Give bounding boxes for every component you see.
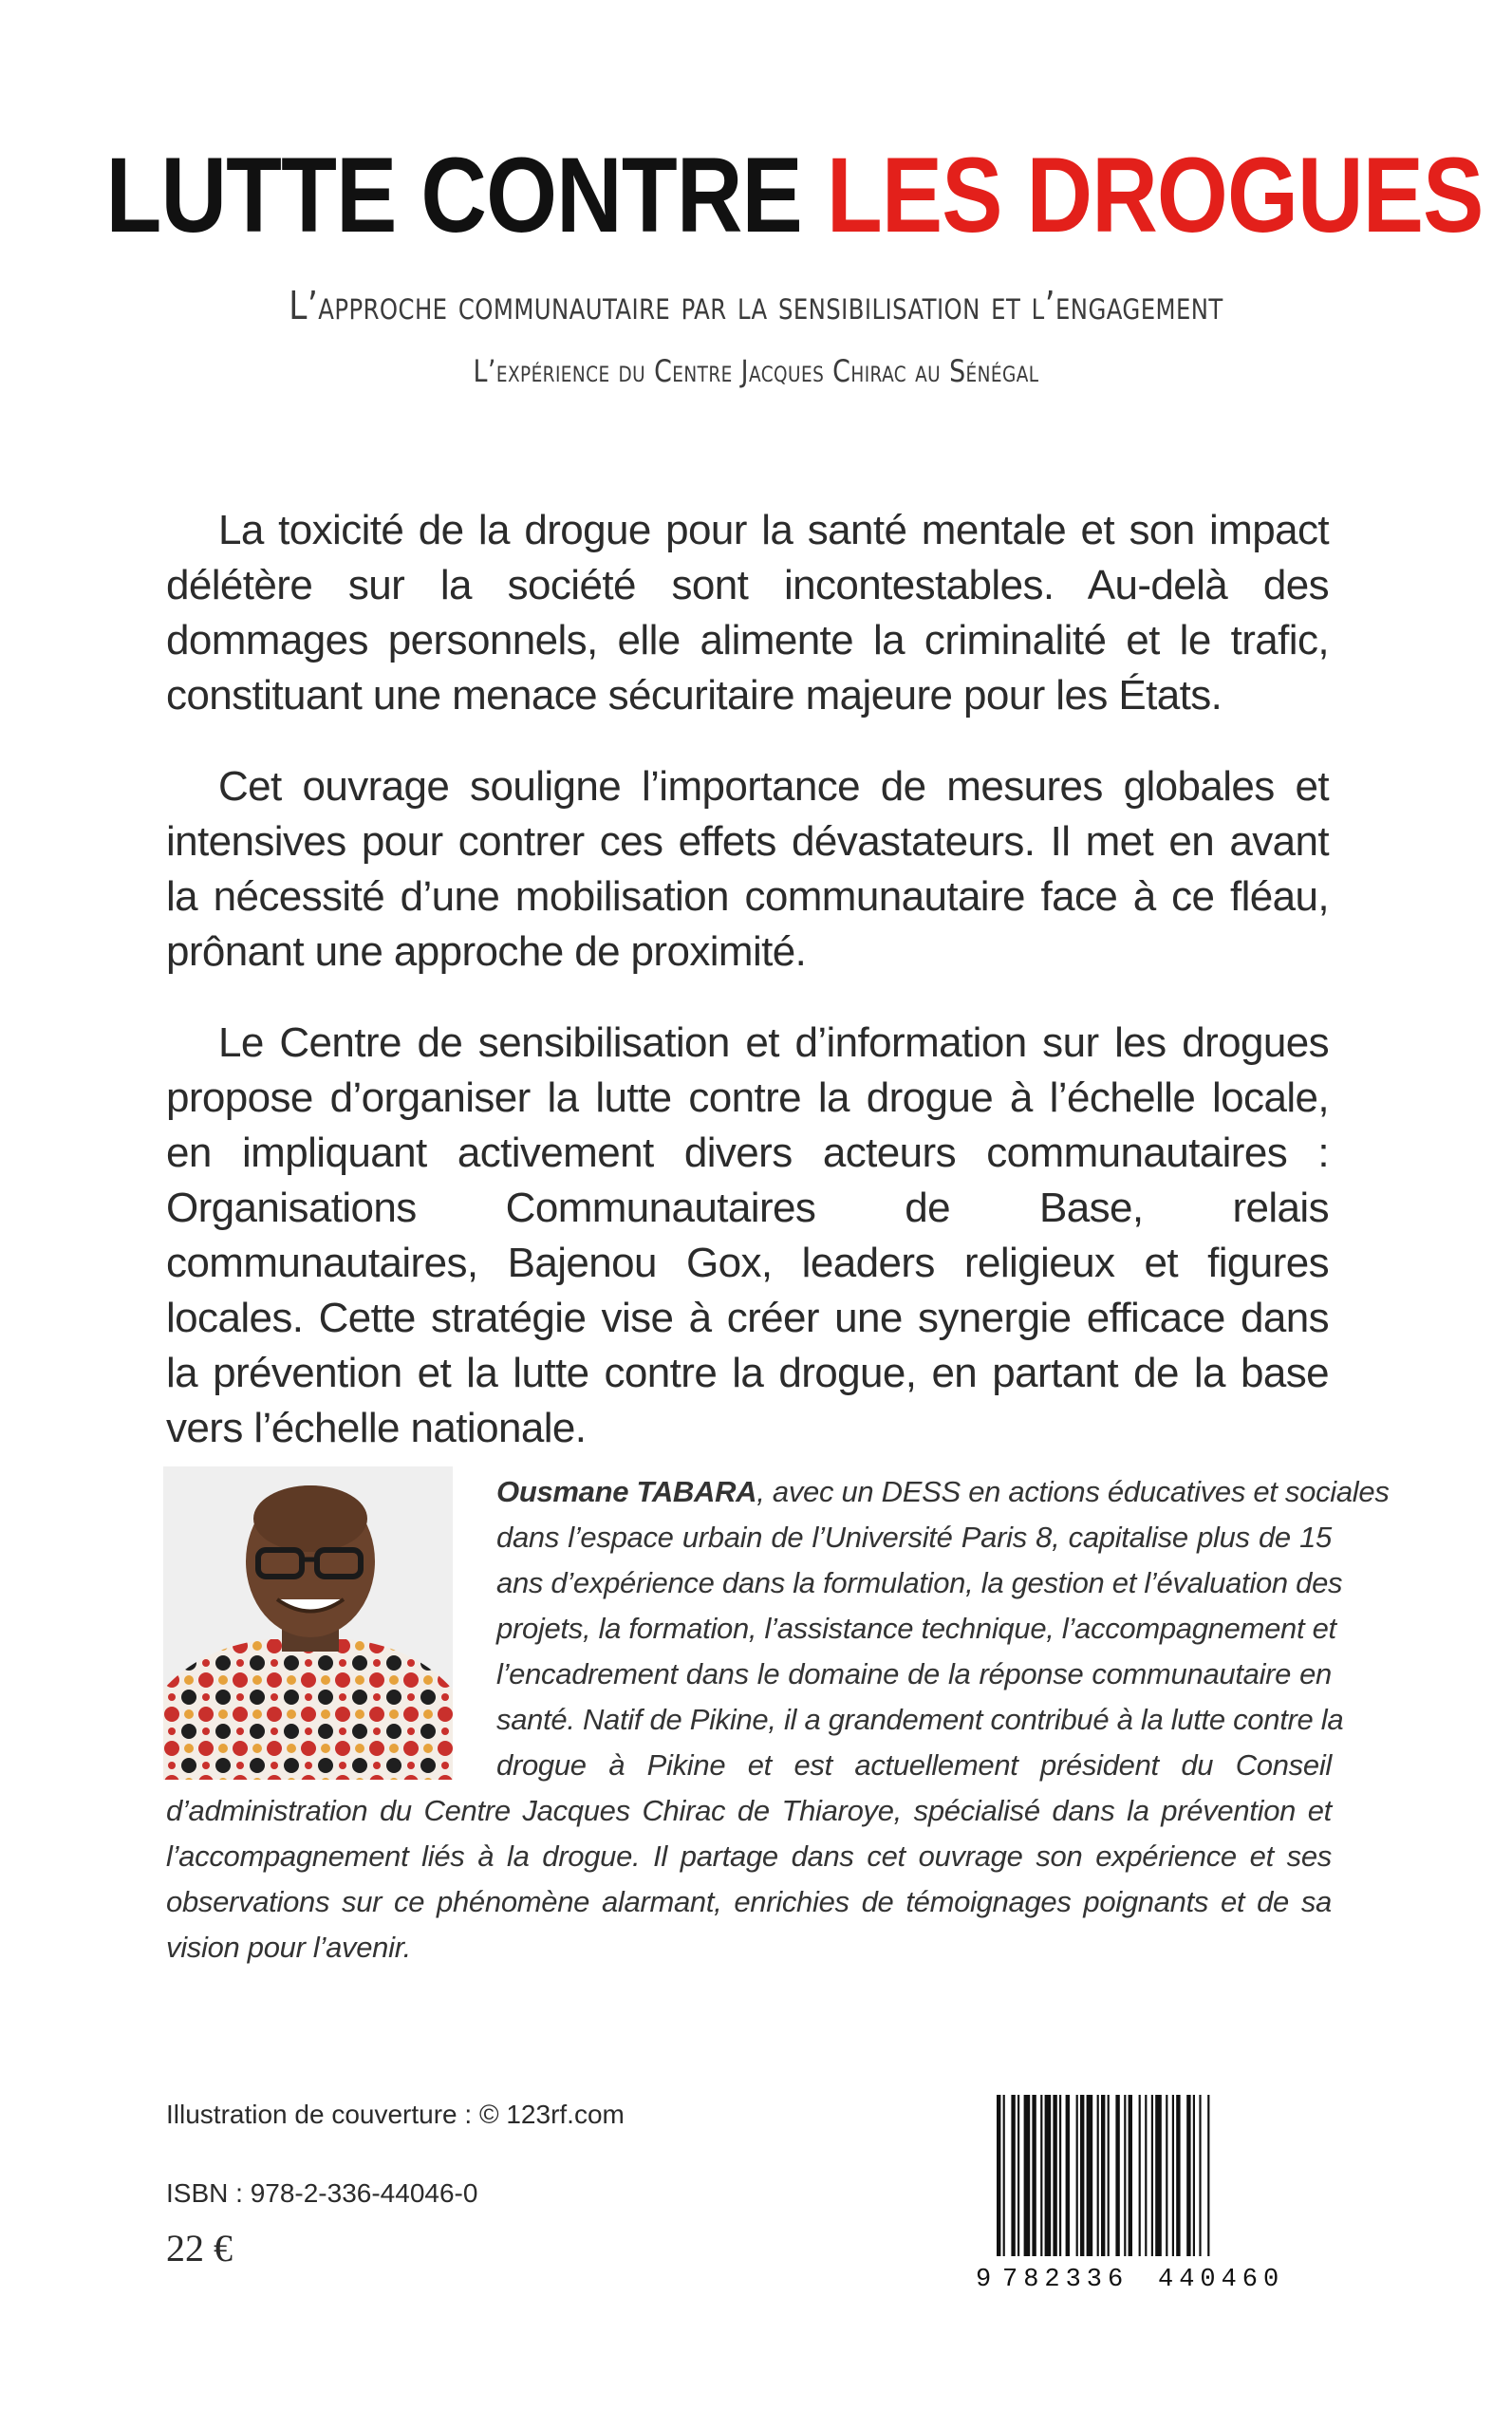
barcode-bar <box>1151 2095 1153 2256</box>
author-bio-line: projets, la formation, l’assistance technique, l’accompagnement et <box>496 1612 1336 1645</box>
barcode-bar <box>1176 2095 1180 2256</box>
barcode-bar <box>1045 2095 1052 2256</box>
blurb-paragraph-1: La toxicité de la drogue pour la santé mentale et son impact délétère sur la société sont incontestables. Au-delà des dommages personnels, elle alimente la criminalité et le trafic, constituant une menace sécuritaire majeure pour les États. <box>166 507 1329 719</box>
title-part-black: LUTTE CONTRE <box>105 136 802 254</box>
blurb-paragraph-2: Cet ouvrage souligne l’importance de mesures globales et intensives pour contrer ces effets dévastateurs. Il met en avant la nécessité d’une mobilisation communautaire face à ce fléau, prônant une approche de proximité. <box>166 763 1329 975</box>
author-bio-line: d’administration du Centre Jacques Chirac de Thiaroye, spécialisé dans la prévention et <box>166 1794 1332 1827</box>
barcode-digits-left: 782336 <box>1002 2266 1129 2292</box>
author-bio-line: ans d’expérience dans la formulation, la gestion et l’évaluation des <box>496 1566 1343 1599</box>
author-bio-line: observations sur ce phénomène alarmant, enrichies de témoignages poignants et de sa <box>166 1885 1332 1918</box>
barcode-bar <box>1193 2095 1195 2256</box>
barcode-bar <box>1053 2095 1056 2256</box>
isbn-barcode <box>968 2093 1324 2292</box>
book-subtitle: L’approche communautaire par la sensibilisation et l’engagement <box>289 283 1223 328</box>
barcode-bar <box>1087 2095 1093 2256</box>
isbn-label: ISBN : 978-2-336-44046-0 <box>166 2178 478 2208</box>
barcode-bars <box>997 2095 1209 2256</box>
author-photo <box>163 1466 453 1780</box>
barcode-bar <box>1155 2095 1162 2256</box>
barcode-bar <box>1080 2095 1084 2256</box>
barcode-digits-right: 440460 <box>1158 2266 1285 2292</box>
barcode-bar <box>1124 2095 1126 2256</box>
barcode-bar <box>1066 2095 1070 2256</box>
barcode-bar <box>1166 2095 1167 2256</box>
author-portrait-icon <box>163 1466 453 1780</box>
barcode-bar <box>1076 2095 1078 2256</box>
book-title <box>105 136 1484 254</box>
barcode-bar <box>1145 2095 1147 2256</box>
barcode-bar <box>1101 2095 1105 2256</box>
barcode-bar <box>1186 2095 1190 2256</box>
author-bio-top <box>496 1469 1390 1788</box>
illustration-credit: Illustration de couverture : © 123rf.com <box>166 2100 625 2129</box>
barcode-bar <box>1059 2095 1061 2256</box>
barcode-bar <box>1207 2095 1209 2256</box>
barcode-bar <box>1172 2095 1174 2256</box>
barcode-bar <box>1017 2095 1019 2256</box>
barcode-bar <box>997 2095 1000 2256</box>
blurb-paragraph-3: Le Centre de sensibilisation et d’information sur les drogues propose d’organiser la lutte contre la drogue à l’échelle locale, en impliquant activement divers acteurs communautaires : Organisations Communautaires de Base, relais communautaires, Bajenou Gox, leaders religieux et figures locales. Cette stratégie vise à créer une synergie efficace dans la prévention et la lutte contre la drogue, en partant de la base vers l’échelle nationale. <box>166 1019 1329 1451</box>
barcode-bar <box>1199 2095 1201 2256</box>
barcode-bar <box>1011 2095 1015 2256</box>
barcode-bar <box>1040 2095 1042 2256</box>
author-bio-line: vision pour l’avenir. <box>166 1931 411 1964</box>
barcode-bar <box>1129 2095 1132 2256</box>
barcode-bar <box>1003 2095 1005 2256</box>
barcode-bar <box>1024 2095 1031 2256</box>
barcode-digits-prefix: 9 <box>976 2266 992 2292</box>
author-bio-line: dans l’espace urbain de l’Université Paris 8, capitalise plus de 15 <box>496 1521 1332 1554</box>
author-bio-bottom <box>166 1788 1332 1970</box>
author-bio-line: l’accompagnement liés à la drogue. Il partage dans cet ouvrage son expérience et ses <box>166 1839 1332 1873</box>
author-bio-line: santé. Natif de Pikine, il a grandement contribué à la lutte contre la <box>496 1703 1344 1736</box>
author-bio-line: drogue à Pikine et est actuellement président du Conseil <box>496 1748 1332 1782</box>
barcode-bar <box>1097 2095 1099 2256</box>
barcode-bar <box>1108 2095 1110 2256</box>
barcode-bar <box>1115 2095 1119 2256</box>
price-label: 22 € <box>166 2227 233 2269</box>
author-name: Ousmane TABARA <box>496 1475 757 1508</box>
barcode-bar <box>1032 2095 1036 2256</box>
title-part-red: LES DROGUES <box>826 136 1484 254</box>
barcode-bar <box>1139 2095 1141 2256</box>
author-bio-line: Ousmane TABARA, avec un DESS en actions éducatives et sociales <box>496 1475 1390 1508</box>
book-subtitle-secondary: L’expérience du Centre Jacques Chirac au Sénégal <box>473 353 1039 389</box>
author-bio-line: l’encadrement dans le domaine de la réponse communautaire en <box>496 1657 1332 1690</box>
